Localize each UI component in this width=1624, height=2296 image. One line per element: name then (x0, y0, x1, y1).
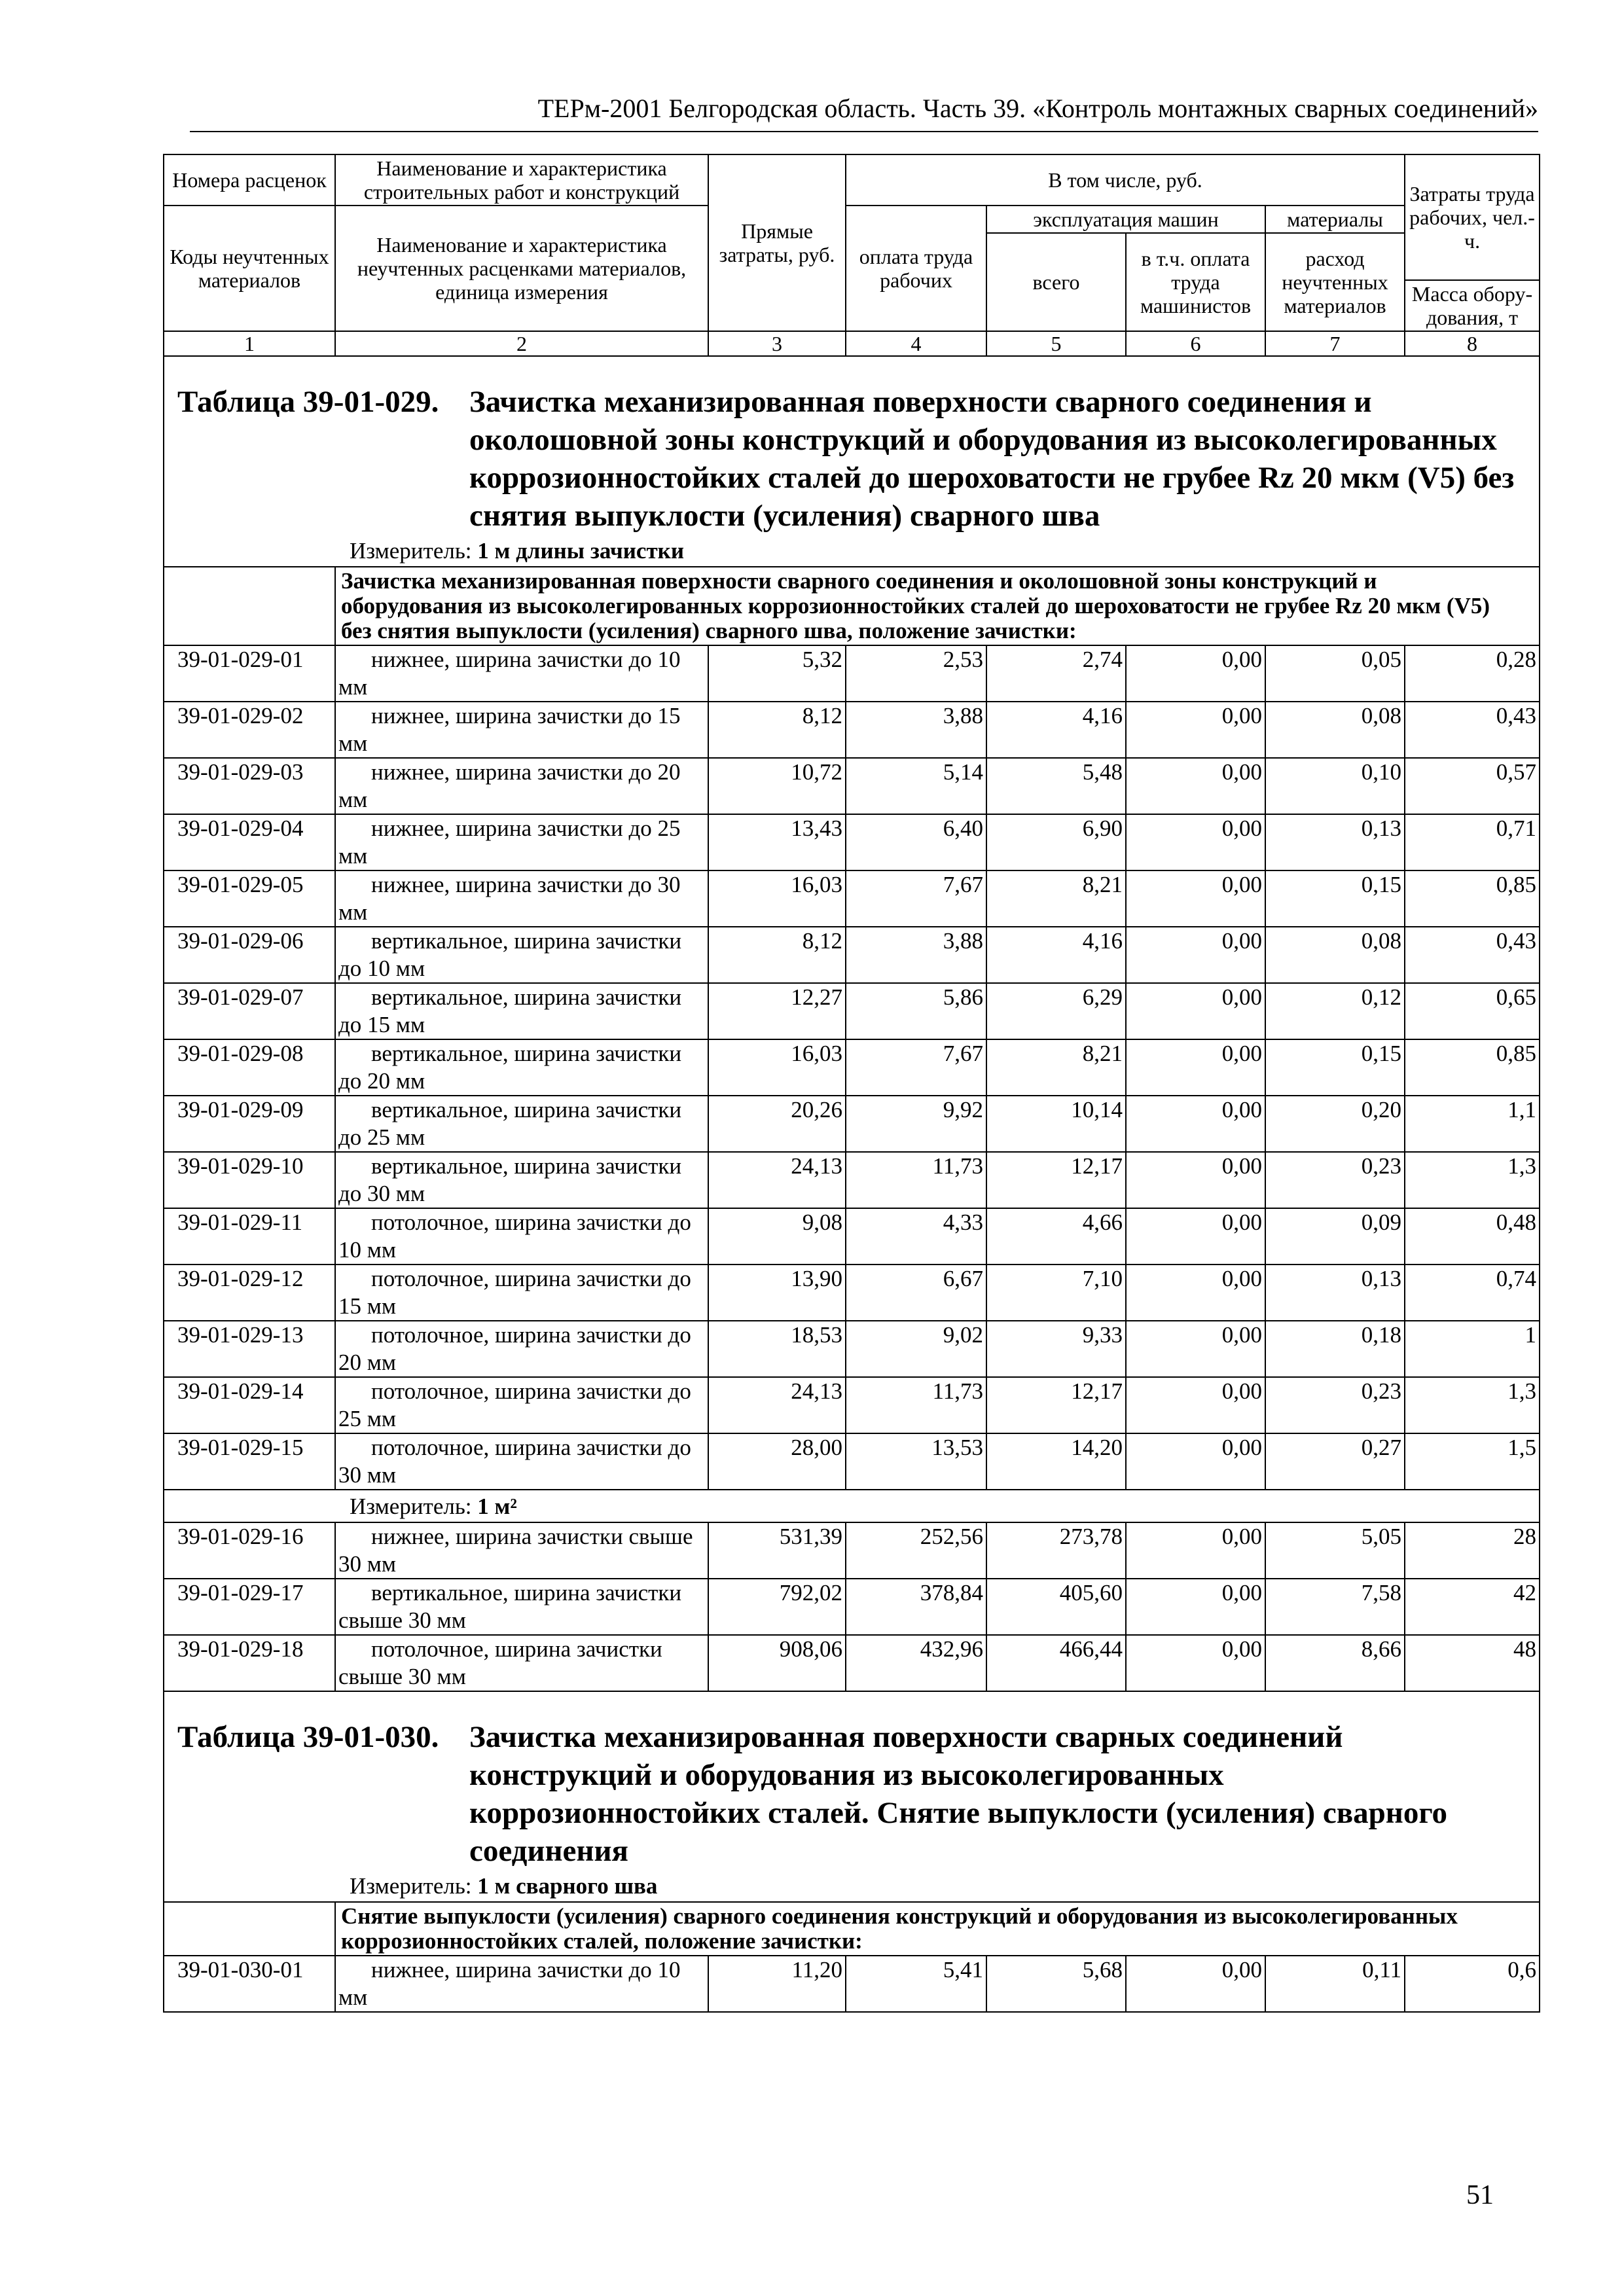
labor-cost: 7,58 (1265, 1579, 1405, 1635)
header-unaccounted-name: Наименование и характеристика неучтенных расценками материалов, единица измерения (335, 206, 708, 331)
rate-code: 39-01-029-03 (164, 758, 335, 814)
machines-total: 4,66 (986, 1208, 1126, 1265)
labor-pay: 3,88 (846, 927, 986, 983)
rate-name: вертикальное, ширина зачистки свыше 30 мм (335, 1579, 708, 1635)
equipment-mass: 0,43 (1405, 927, 1540, 983)
table-title-text: Зачистка механизированная поверхности сварного соединения и околошовной зоны конструкций и оборудования из высоколегированных коррозионностойких сталей до шероховатости не грубее Rz 20 мкм (V5) без снятия выпуклости (усиления) сварного шва (469, 385, 1515, 533)
machinists-pay: 0,00 (1126, 1579, 1265, 1635)
labor-cost: 0,08 (1265, 702, 1405, 758)
machinists-pay: 0,00 (1126, 870, 1265, 927)
machinists-pay: 0,00 (1126, 1321, 1265, 1377)
header-in-total: В том числе, руб. (846, 154, 1405, 206)
labor-cost: 0,08 (1265, 927, 1405, 983)
column-number: 6 (1126, 331, 1265, 356)
table-label: Таблица 39-01-030. (177, 1720, 439, 1754)
machines-total: 273,78 (986, 1522, 1126, 1579)
machinists-pay: 0,00 (1126, 814, 1265, 870)
labor-cost: 5,05 (1265, 1522, 1405, 1579)
rate-code: 39-01-029-14 (164, 1377, 335, 1433)
labor-pay: 9,92 (846, 1096, 986, 1152)
table-row (164, 1265, 1540, 1321)
labor-pay: 11,73 (846, 1377, 986, 1433)
machines-total: 8,21 (986, 870, 1126, 927)
labor-pay: 9,02 (846, 1321, 986, 1377)
labor-cost: 0,18 (1265, 1321, 1405, 1377)
equipment-mass: 0,85 (1405, 1039, 1540, 1096)
rate-code: 39-01-029-10 (164, 1152, 335, 1208)
rate-name: вертикальное, ширина зачистки до 20 мм (335, 1039, 708, 1096)
equipment-mass: 1,5 (1405, 1433, 1540, 1490)
header-direct-costs: Прямые затраты, руб. (708, 154, 846, 331)
table-row (164, 702, 1540, 758)
rate-code: 39-01-029-04 (164, 814, 335, 870)
table-row (164, 814, 1540, 870)
table2-rows (164, 1956, 1540, 2012)
direct-costs: 24,13 (708, 1152, 846, 1208)
labor-cost: 0,15 (1265, 1039, 1405, 1096)
column-number: 5 (986, 331, 1126, 356)
labor-cost: 0,12 (1265, 983, 1405, 1039)
machines-total: 12,17 (986, 1377, 1126, 1433)
labor-cost: 0,15 (1265, 870, 1405, 927)
machines-total: 10,14 (986, 1096, 1126, 1152)
table-row (164, 1208, 1540, 1265)
column-number: 8 (1405, 331, 1540, 356)
machines-total: 5,68 (986, 1956, 1126, 2012)
table-row (164, 1096, 1540, 1152)
table-row (164, 1635, 1540, 1691)
machines-total: 8,21 (986, 1039, 1126, 1096)
machinists-pay: 0,00 (1126, 1956, 1265, 2012)
machines-total: 5,48 (986, 758, 1126, 814)
table-title-1 (164, 356, 1540, 535)
equipment-mass: 0,6 (1405, 1956, 1540, 2012)
machines-total: 466,44 (986, 1635, 1126, 1691)
equipment-mass: 0,28 (1405, 645, 1540, 702)
header-rule (190, 131, 1538, 132)
equipment-mass: 1,3 (1405, 1377, 1540, 1433)
rate-name: потолочное, ширина зачистки до 30 мм (335, 1433, 708, 1490)
page-number: 51 (1466, 2180, 1494, 2210)
equipment-mass: 0,74 (1405, 1265, 1540, 1321)
rate-code: 39-01-029-08 (164, 1039, 335, 1096)
equipment-mass: 0,85 (1405, 870, 1540, 927)
labor-pay: 432,96 (846, 1635, 986, 1691)
equipment-mass: 28 (1405, 1522, 1540, 1579)
meter-value: 1 м² (477, 1494, 517, 1519)
table1-rows (164, 645, 1540, 1490)
rate-code: 39-01-029-01 (164, 645, 335, 702)
header-machines-total: всего (986, 233, 1126, 331)
direct-costs: 16,03 (708, 1039, 846, 1096)
direct-costs: 531,39 (708, 1522, 846, 1579)
machinists-pay: 0,00 (1126, 702, 1265, 758)
direct-costs: 16,03 (708, 870, 846, 927)
direct-costs: 13,43 (708, 814, 846, 870)
meter-value: 1 м сварного шва (477, 1873, 658, 1899)
rate-name: потолочное, ширина зачистки свыше 30 мм (335, 1635, 708, 1691)
labor-pay: 7,67 (846, 1039, 986, 1096)
header-materials: материалы (1265, 206, 1405, 233)
meter-line: Измеритель: 1 м длины зачистки (164, 535, 1540, 567)
table-row (164, 927, 1540, 983)
direct-costs: 13,90 (708, 1265, 846, 1321)
machines-total: 12,17 (986, 1152, 1126, 1208)
direct-costs: 8,12 (708, 702, 846, 758)
labor-cost: 0,10 (1265, 758, 1405, 814)
equipment-mass: 42 (1405, 1579, 1540, 1635)
labor-cost: 0,11 (1265, 1956, 1405, 2012)
table-row (164, 1039, 1540, 1096)
direct-costs: 5,32 (708, 645, 846, 702)
group-code-cell (164, 1902, 335, 1956)
header-unaccounted-codes: Коды неучтенных материалов (164, 206, 335, 331)
machines-total: 6,29 (986, 983, 1126, 1039)
labor-cost: 0,27 (1265, 1433, 1405, 1490)
equipment-mass: 48 (1405, 1635, 1540, 1691)
direct-costs: 908,06 (708, 1635, 846, 1691)
direct-costs: 792,02 (708, 1579, 846, 1635)
table-row (164, 983, 1540, 1039)
labor-cost: 0,05 (1265, 645, 1405, 702)
column-number: 4 (846, 331, 986, 356)
labor-cost: 0,13 (1265, 1265, 1405, 1321)
rate-name: потолочное, ширина зачистки до 10 мм (335, 1208, 708, 1265)
rate-name: нижнее, ширина зачистки до 30 мм (335, 870, 708, 927)
rate-code: 39-01-029-11 (164, 1208, 335, 1265)
machinists-pay: 0,00 (1126, 758, 1265, 814)
table-row (164, 1321, 1540, 1377)
rate-name: вертикальное, ширина зачистки до 30 мм (335, 1152, 708, 1208)
table-row (164, 1152, 1540, 1208)
machinists-pay: 0,00 (1126, 1265, 1265, 1321)
labor-pay: 6,40 (846, 814, 986, 870)
rate-name: нижнее, ширина зачистки до 25 мм (335, 814, 708, 870)
direct-costs: 11,20 (708, 1956, 846, 2012)
machines-total: 6,90 (986, 814, 1126, 870)
labor-pay: 6,67 (846, 1265, 986, 1321)
direct-costs: 28,00 (708, 1433, 846, 1490)
labor-pay: 378,84 (846, 1579, 986, 1635)
direct-costs: 20,26 (708, 1096, 846, 1152)
header-machines: эксплуатация машин (986, 206, 1265, 233)
rate-name: вертикальное, ширина зачистки до 10 мм (335, 927, 708, 983)
header-unaccounted-use: расход неучтенных материалов (1265, 233, 1405, 331)
rate-code: 39-01-029-12 (164, 1265, 335, 1321)
table-row (164, 1522, 1540, 1579)
rate-code: 39-01-029-06 (164, 927, 335, 983)
column-number: 3 (708, 331, 846, 356)
direct-costs: 24,13 (708, 1377, 846, 1433)
meter-line: Измеритель: 1 м сварного шва (164, 1870, 1540, 1902)
group-description: Зачистка механизированная поверхности сварного соединения и околошовной зоны конструкций и оборудования из высоколегированных коррозионностойких сталей до шероховатости не грубее Rz 20 мкм (V5) без снятия выпуклости (усиления) сварного шва, положение зачистки: (335, 567, 1540, 645)
labor-cost: 0,23 (1265, 1152, 1405, 1208)
equipment-mass: 1,3 (1405, 1152, 1540, 1208)
rate-name: вертикальное, ширина зачистки до 25 мм (335, 1096, 708, 1152)
machines-total: 7,10 (986, 1265, 1126, 1321)
table-row (164, 870, 1540, 927)
rate-name: вертикальное, ширина зачистки до 15 мм (335, 983, 708, 1039)
table-label: Таблица 39-01-029. (177, 385, 439, 419)
labor-cost: 0,23 (1265, 1377, 1405, 1433)
machinists-pay: 0,00 (1126, 1039, 1265, 1096)
labor-pay: 7,67 (846, 870, 986, 927)
rate-name: нижнее, ширина зачистки свыше 30 мм (335, 1522, 708, 1579)
rate-code: 39-01-029-02 (164, 702, 335, 758)
rate-code: 39-01-029-15 (164, 1433, 335, 1490)
direct-costs: 12,27 (708, 983, 846, 1039)
equipment-mass: 1,1 (1405, 1096, 1540, 1152)
header-labor-cost: Затраты труда рабочих, чел.-ч. (1405, 154, 1540, 280)
table1-area-rows (164, 1522, 1540, 1691)
direct-costs: 18,53 (708, 1321, 846, 1377)
column-number: 1 (164, 331, 335, 356)
table-row (164, 645, 1540, 702)
rate-name: нижнее, ширина зачистки до 15 мм (335, 702, 708, 758)
table-row (164, 1433, 1540, 1490)
column-number: 7 (1265, 331, 1405, 356)
machinists-pay: 0,00 (1126, 1433, 1265, 1490)
labor-cost: 0,09 (1265, 1208, 1405, 1265)
labor-pay: 3,88 (846, 702, 986, 758)
rate-name: нижнее, ширина зачистки до 10 мм (335, 645, 708, 702)
machinists-pay: 0,00 (1126, 983, 1265, 1039)
price-table-page (163, 154, 1539, 2013)
header-work-name: Наименование и характеристика строительных работ и конструкций (335, 154, 708, 206)
machinists-pay: 0,00 (1126, 645, 1265, 702)
rate-name: потолочное, ширина зачистки до 25 мм (335, 1377, 708, 1433)
group-description: Снятие выпуклости (усиления) сварного соединения конструкций и оборудования из высоколегированных коррозионностойких сталей, положение зачистки: (335, 1902, 1540, 1956)
equipment-mass: 0,57 (1405, 758, 1540, 814)
table-row (164, 1956, 1540, 2012)
rate-code: 39-01-029-05 (164, 870, 335, 927)
machines-total: 14,20 (986, 1433, 1126, 1490)
header-equipment-mass: Масса обору-дования, т (1405, 280, 1540, 331)
labor-cost: 8,66 (1265, 1635, 1405, 1691)
labor-pay: 5,41 (846, 1956, 986, 2012)
machinists-pay: 0,00 (1126, 1522, 1265, 1579)
rate-code: 39-01-030-01 (164, 1956, 335, 2012)
machinists-pay: 0,00 (1126, 927, 1265, 983)
header-rate-numbers: Номера расценок (164, 154, 335, 206)
equipment-mass: 0,48 (1405, 1208, 1540, 1265)
table-row (164, 1579, 1540, 1635)
labor-pay: 11,73 (846, 1152, 986, 1208)
labor-pay: 2,53 (846, 645, 986, 702)
column-number: 2 (335, 331, 708, 356)
machines-total: 9,33 (986, 1321, 1126, 1377)
table-row (164, 758, 1540, 814)
labor-pay: 4,33 (846, 1208, 986, 1265)
equipment-mass: 0,71 (1405, 814, 1540, 870)
machines-total: 405,60 (986, 1579, 1126, 1635)
rate-name: нижнее, ширина зачистки до 20 мм (335, 758, 708, 814)
meter-value: 1 м длины зачистки (477, 538, 684, 564)
header-labor-pay: оплата труда рабочих (846, 206, 986, 331)
header-machinists-pay: в т.ч. оплата труда машинистов (1126, 233, 1265, 331)
direct-costs: 10,72 (708, 758, 846, 814)
machinists-pay: 0,00 (1126, 1377, 1265, 1433)
labor-cost: 0,20 (1265, 1096, 1405, 1152)
table-row (164, 1377, 1540, 1433)
rate-code: 39-01-029-18 (164, 1635, 335, 1691)
labor-pay: 5,86 (846, 983, 986, 1039)
equipment-mass: 0,43 (1405, 702, 1540, 758)
rate-code: 39-01-029-07 (164, 983, 335, 1039)
direct-costs: 9,08 (708, 1208, 846, 1265)
rate-name: потолочное, ширина зачистки до 20 мм (335, 1321, 708, 1377)
table-title-2 (164, 1691, 1540, 1870)
rate-name: потолочное, ширина зачистки до 15 мм (335, 1265, 708, 1321)
machinists-pay: 0,00 (1126, 1208, 1265, 1265)
machinists-pay: 0,00 (1126, 1635, 1265, 1691)
rate-code: 39-01-029-13 (164, 1321, 335, 1377)
machines-total: 4,16 (986, 702, 1126, 758)
machinists-pay: 0,00 (1126, 1096, 1265, 1152)
rate-code: 39-01-029-16 (164, 1522, 335, 1579)
equipment-mass: 0,65 (1405, 983, 1540, 1039)
direct-costs: 8,12 (708, 927, 846, 983)
machines-total: 2,74 (986, 645, 1126, 702)
rate-name: нижнее, ширина зачистки до 10 мм (335, 1956, 708, 2012)
labor-pay: 5,14 (846, 758, 986, 814)
running-header: ТЕРм-2001 Белгородская область. Часть 39. «Контроль монтажных сварных соединений» (537, 94, 1538, 123)
labor-cost: 0,13 (1265, 814, 1405, 870)
table-title-text: Зачистка механизированная поверхности сварных соединений конструкций и оборудования из высоколегированных коррозионностойких сталей. Снятие выпуклости (усиления) сварного соединения (469, 1720, 1448, 1868)
labor-pay: 252,56 (846, 1522, 986, 1579)
machinists-pay: 0,00 (1126, 1152, 1265, 1208)
equipment-mass: 1 (1405, 1321, 1540, 1377)
machines-total: 4,16 (986, 927, 1126, 983)
rate-code: 39-01-029-09 (164, 1096, 335, 1152)
group-code-cell (164, 567, 335, 645)
labor-pay: 13,53 (846, 1433, 986, 1490)
meter-line: Измеритель: 1 м² (164, 1490, 1540, 1522)
rate-code: 39-01-029-17 (164, 1579, 335, 1635)
price-table (163, 154, 1540, 2013)
